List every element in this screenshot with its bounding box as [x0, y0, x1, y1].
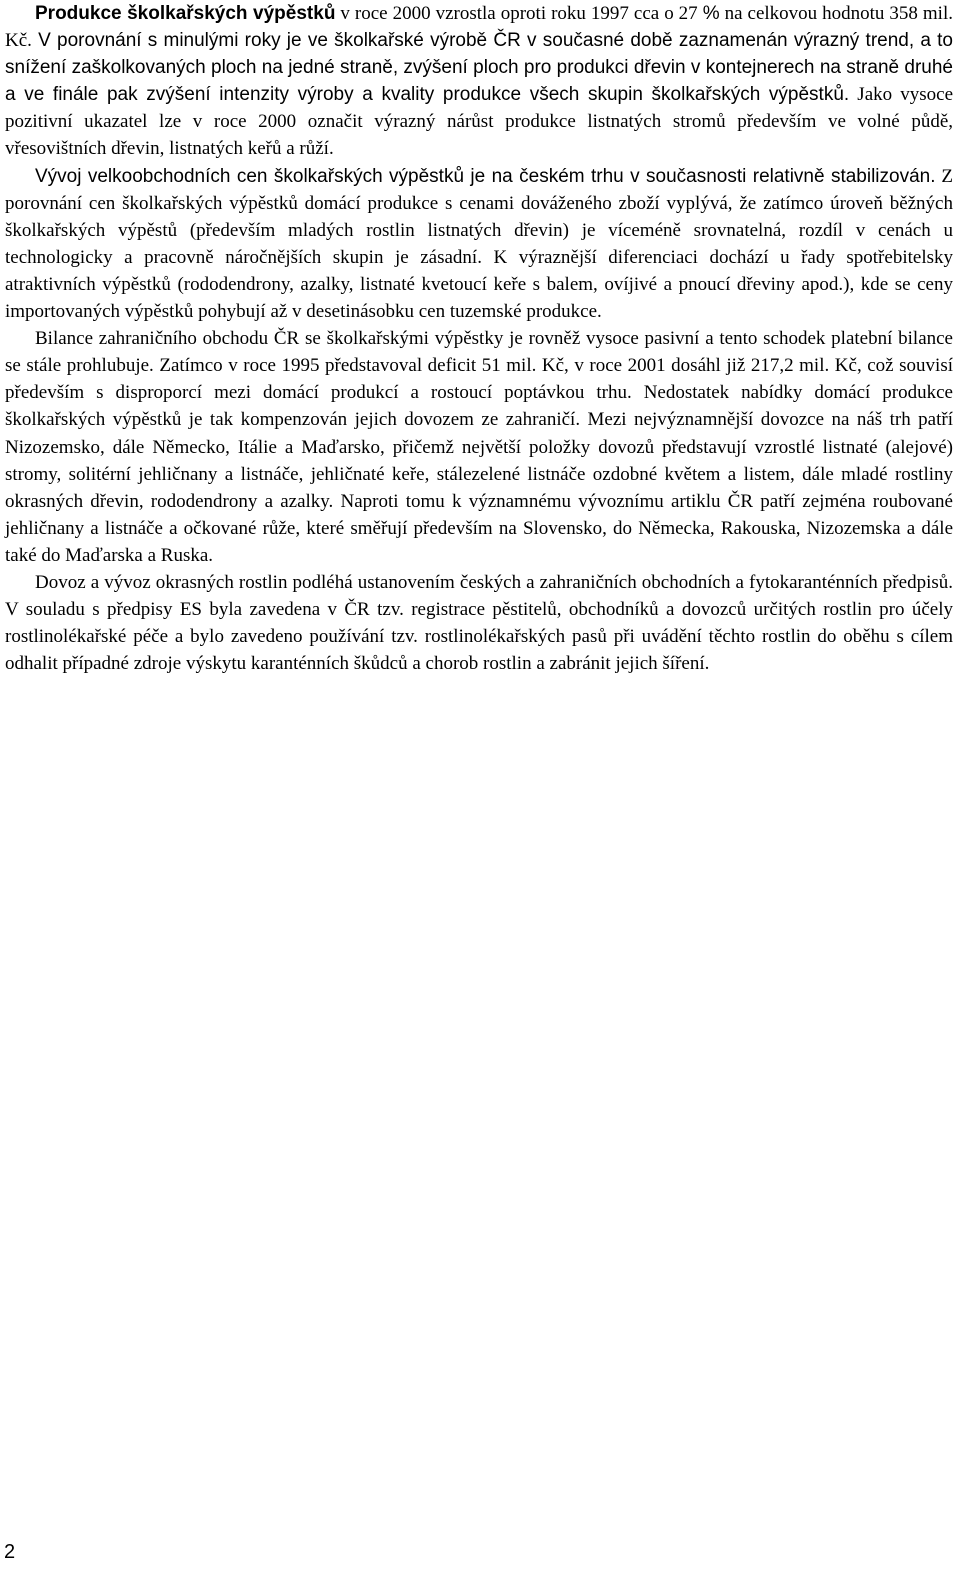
- paragraph-trade-balance: Bilance zahraničního obchodu ČR se školkařskými výpěstky je rovněž vysoce pasivní a tento schodek platební bilance se stále prohlubuje. Zatímco v roce 1995 představoval deficit 51 mil. Kč, v roce 2001 dosáhl již 217,2 mil. Kč, což souvisí především s disproporcí mezi domácí produkcí a rostoucí poptávkou trhu. Nedostatek nabídky domácí produkce školkařských výpěstků je tak kompenzován jejich dovozem ze zahraničí. Mezi nejvýznamnější dovozce na náš trh patří Nizozemsko, dále Německo, Itálie a Maďarsko, přičemž největší položky dovozů představují vzrostlé listnaté (alejové) stromy, solitérní jehličnany a listnáče, jehličnaté keře, stálezelené listnáče ozdobné květem a listem, dále mladé rostliny okrasných dřevin, rododendrony a azalky. Naproti tomu k významnému vývoznímu artiklu ČR patří zejména roubované jehličnany a listnáče a očkované růže, které směřují především na Slovensko, do Německa, Rakouska, Nizozemska a dále také do Maďarska a Ruska.: [5, 328, 953, 566]
- paragraph-serif-segment: Z porovnání cen školkařských výpěstků domácí produkce s cenami dováženého zboží vyplývá, že zatímco úroveň běžných školkařských výpěstů (především mladých rostlin listnatých dřevin) je víceméně srovnatelná, rozdíl v cenách u technologicky a pracovně náročnějších skupin je zásadní. K výraznější diferenciaci dochází u řady spotřebitelsky atraktivních výpěstků (rododendrony, azalky, listnaté kvetoucí keře s balem, ovíjivé a pnoucí dřeviny apod.), kde se ceny importovaných výpěstků pohybují až v desetinásobku cen tuzemské produkce.: [5, 165, 953, 323]
- paragraph-production: [5, 0, 953, 163]
- paragraph-sans-segment: Vývoj velkoobchodních cen školkařských výpěstků je na českém trhu v současnosti relativně stabilizován.: [35, 165, 936, 187]
- paragraph-serif-segment: na celkovou hodnotu 358 mil. Kč.: [5, 3, 953, 52]
- paragraph-serif-segment: Jako vysoce pozitivní ukazatel lze v roce 2000 označit výrazný nárůst produkce listnatých stromů především ve volné půdě, vřesovištních dřevin, listnatých keřů a růží.: [5, 84, 954, 160]
- paragraph-serif-segment: v roce 2000 vzrostla oproti roku 1997 cca o 27: [335, 3, 703, 24]
- paragraph-lead-bold: Produkce školkařských výpěstků: [35, 3, 336, 24]
- document-body: [5, 0, 953, 677]
- paragraph-prices: [5, 163, 953, 326]
- paragraph-sans-segment: V porovnání s minulými roky je ve školkařské výrobě ČR v současné době zaznamenán výrazný trend, a to snížení zaškolkovaných ploch na jedné straně, zvýšení ploch pro produkci dřevin v kontejnerech na straně druhé a ve finále pak zvýšení intenzity výroby a kvality produkce všech skupin školkařských výpěstků.: [5, 30, 953, 106]
- paragraph-import-export-rules: Dovoz a vývoz okrasných rostlin podléhá ustanovením českých a zahraničních obchodních a fytokaranténních předpisů. V souladu s předpisy ES byla zavedena v ČR tzv. registrace pěstitelů, obchodníků a dovozců určitých rostlin pro účely rostlinolékařské péče a bylo zavedeno používání tzv. rostlinolékařských pasů při uvádění těchto rostlin do oběhu s cílem odhalit případné zdroje výskytu karanténních škůdců a chorob rostlin a zabránit jejich šíření.: [5, 571, 953, 675]
- page-number: 2: [4, 1541, 16, 1563]
- percent-sign: %: [702, 3, 720, 24]
